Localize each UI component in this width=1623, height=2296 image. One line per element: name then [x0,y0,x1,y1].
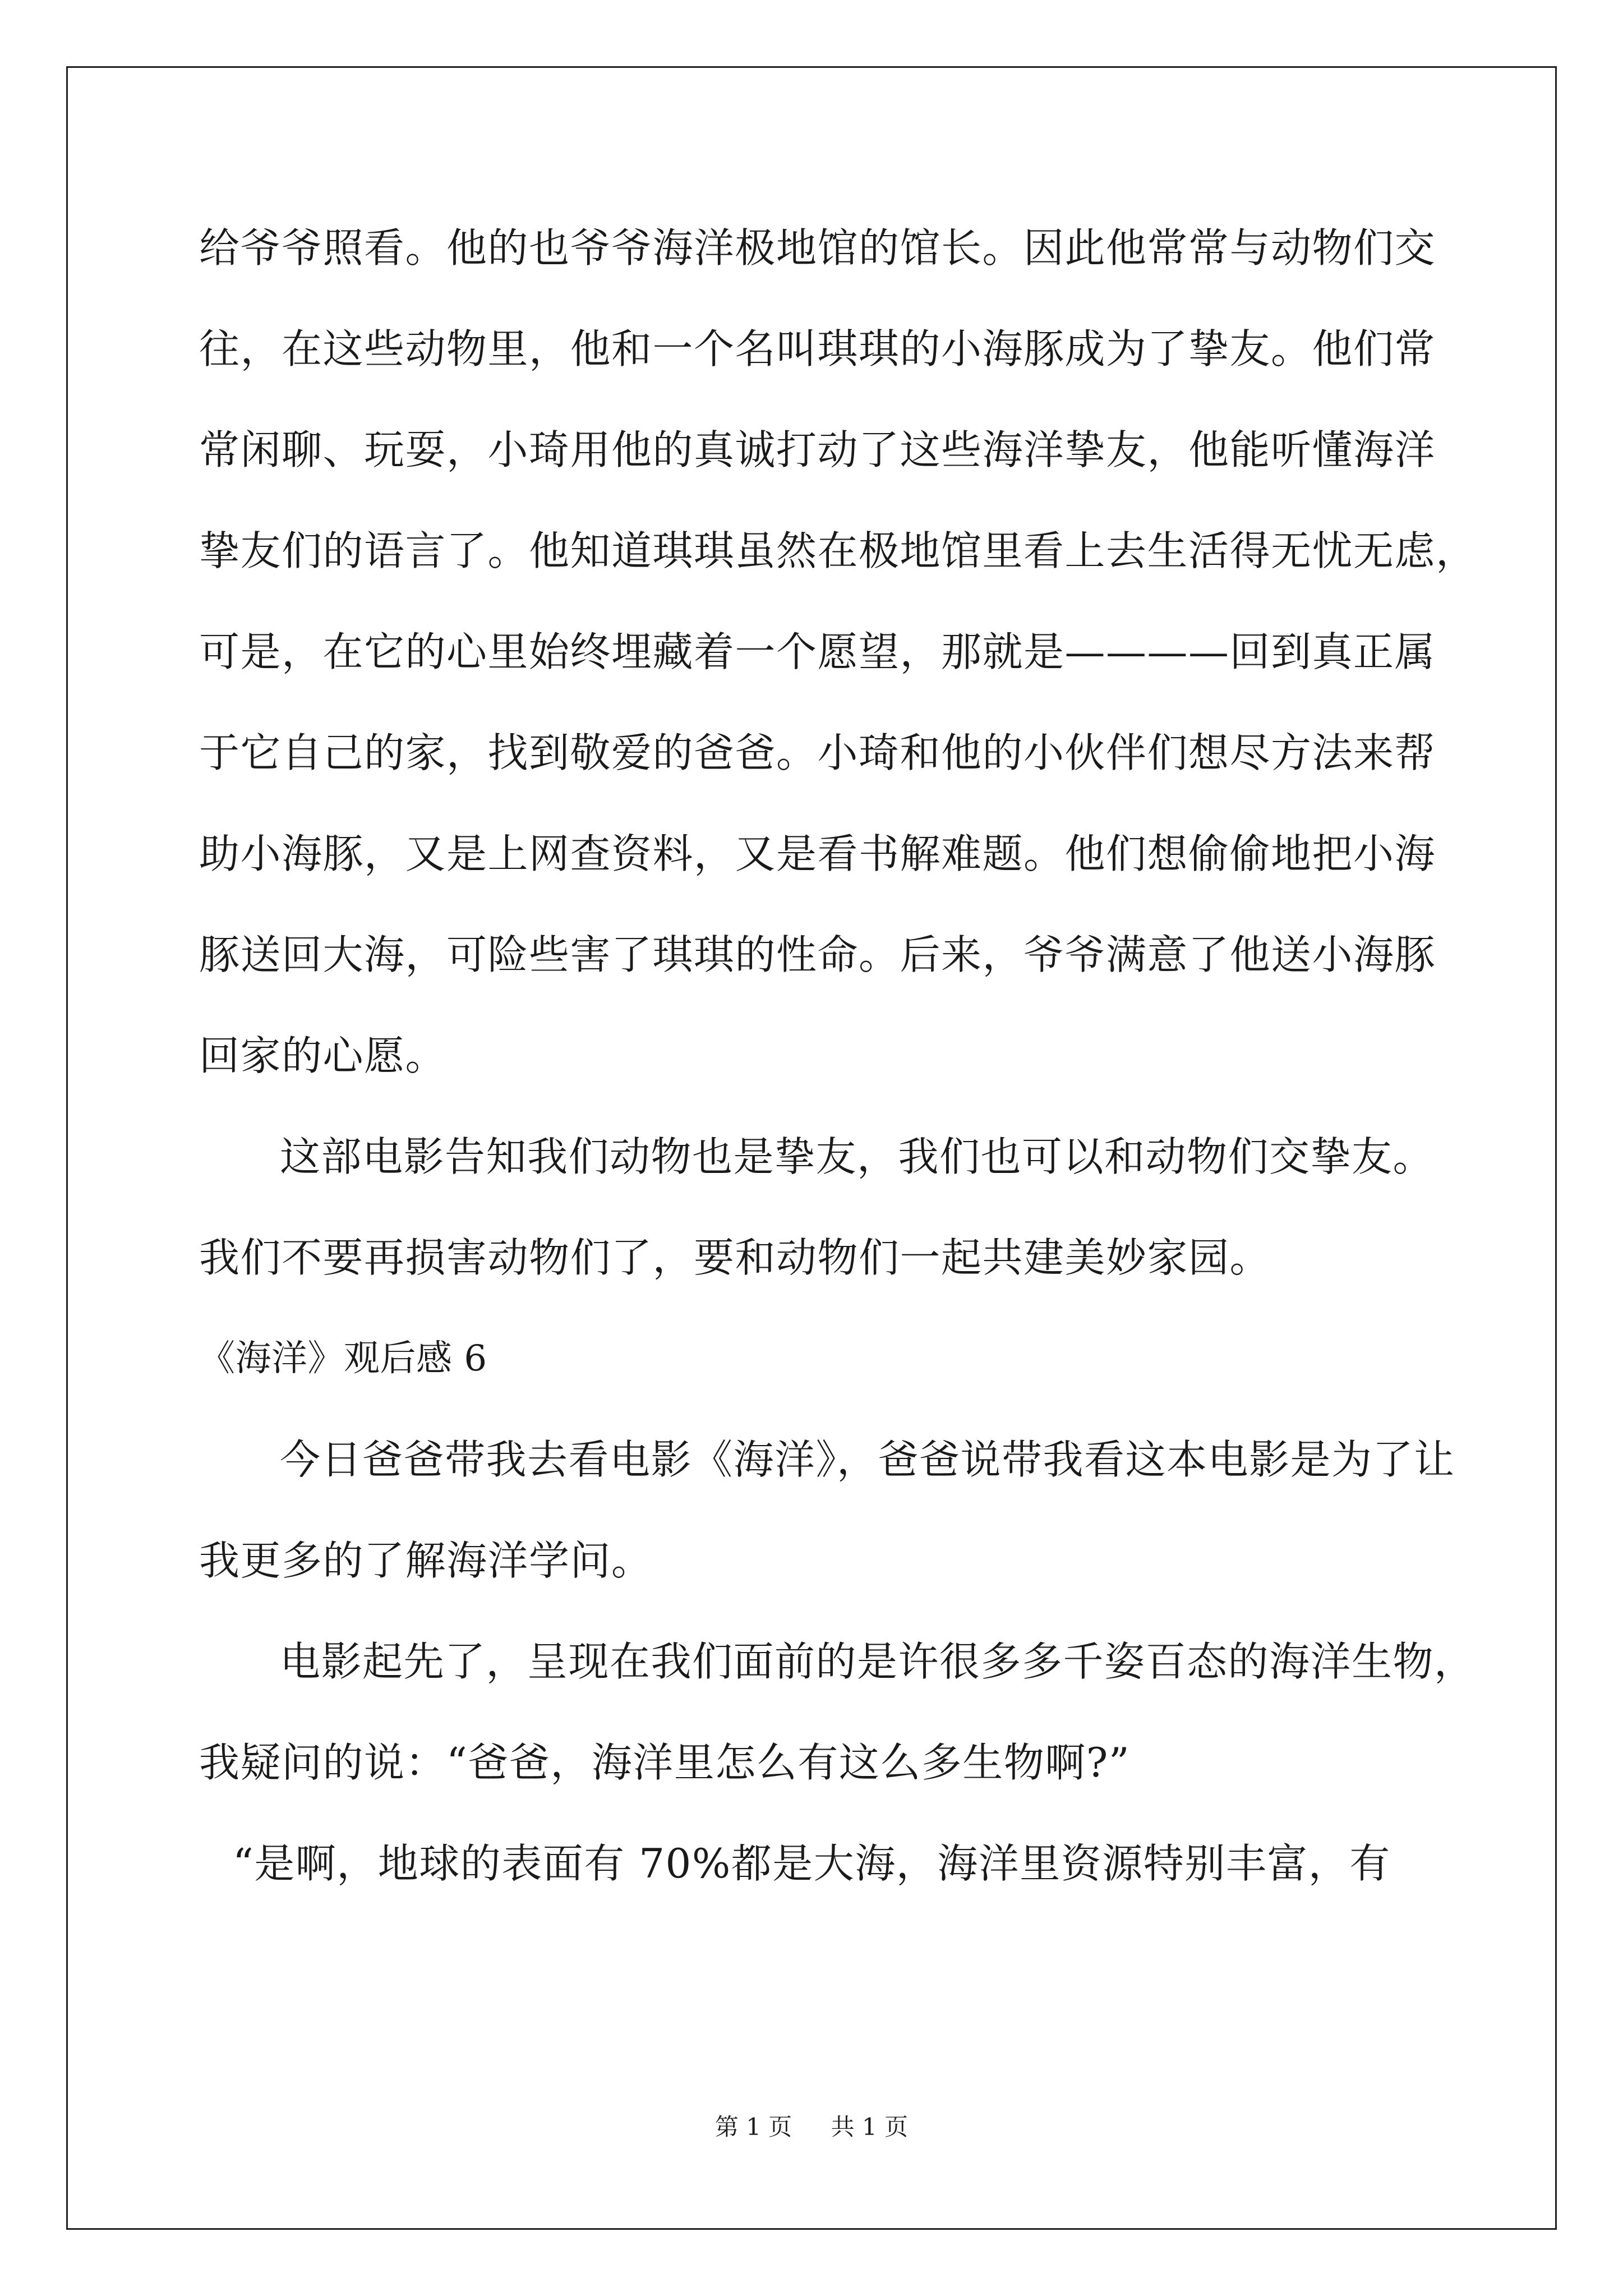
text-line: 常闲聊、玩耍，小琦用他的真诚打动了这些海洋挚友，他能听懂海洋 [199,426,1436,473]
text-line: 我们不要再损害动物们了，要和动物们一起共建美妙家园。 [199,1234,1271,1281]
section-heading: 《海洋》观后感 6 [199,1338,487,1379]
document-body [199,197,1477,1914]
text-line: 电影起先了，呈现在我们面前的是许很多多千姿百态的海洋生物， [280,1638,1476,1685]
page-number-current: 第 1 页 [714,2113,792,2141]
page-footer [0,2110,1623,2144]
text-line: 我疑问的说：“爸爸，海洋里怎么有这么多生物啊?” [199,1739,1131,1786]
text-line: 这部电影告知我们动物也是挚友，我们也可以和动物们交挚友。 [280,1133,1435,1180]
text-line: 豚送回大海，可险些害了琪琪的性命。后来，爷爷满意了他送小海豚 [199,931,1436,978]
text-line: 于它自己的家，找到敬爱的爸爸。小琦和他的小伙伴们想尽方法来帮 [199,729,1436,776]
text-line: 可是，在它的心里始终埋藏着一个愿望，那就是————回到真正属 [199,628,1436,675]
text-line: 助小海豚，又是上网查资料，又是看书解难题。他们想偷偷地把小海 [199,830,1436,877]
text-line: 挚友们的语言了。他知道琪琪虽然在极地馆里看上去生活得无忧无虑， [199,527,1477,574]
text-line: 给爷爷照看。他的也爷爷海洋极地馆的馆长。因此他常常与动物们交 [199,224,1436,272]
text-line: 我更多的了解海洋学问。 [199,1537,653,1584]
text-line: 回家的心愿。 [199,1032,447,1079]
text-line: “是啊，地球的表面有 70%都是大海，海洋里资源特别丰富，有 [233,1840,1391,1887]
text-line: 往，在这些动物里，他和一个名叫琪琪的小海豚成为了挚友。他们常 [199,325,1436,372]
page-number-total: 共 1 页 [831,2113,909,2141]
text-line: 今日爸爸带我去看电影《海洋》，爸爸说带我看这本电影是为了让 [280,1436,1455,1483]
